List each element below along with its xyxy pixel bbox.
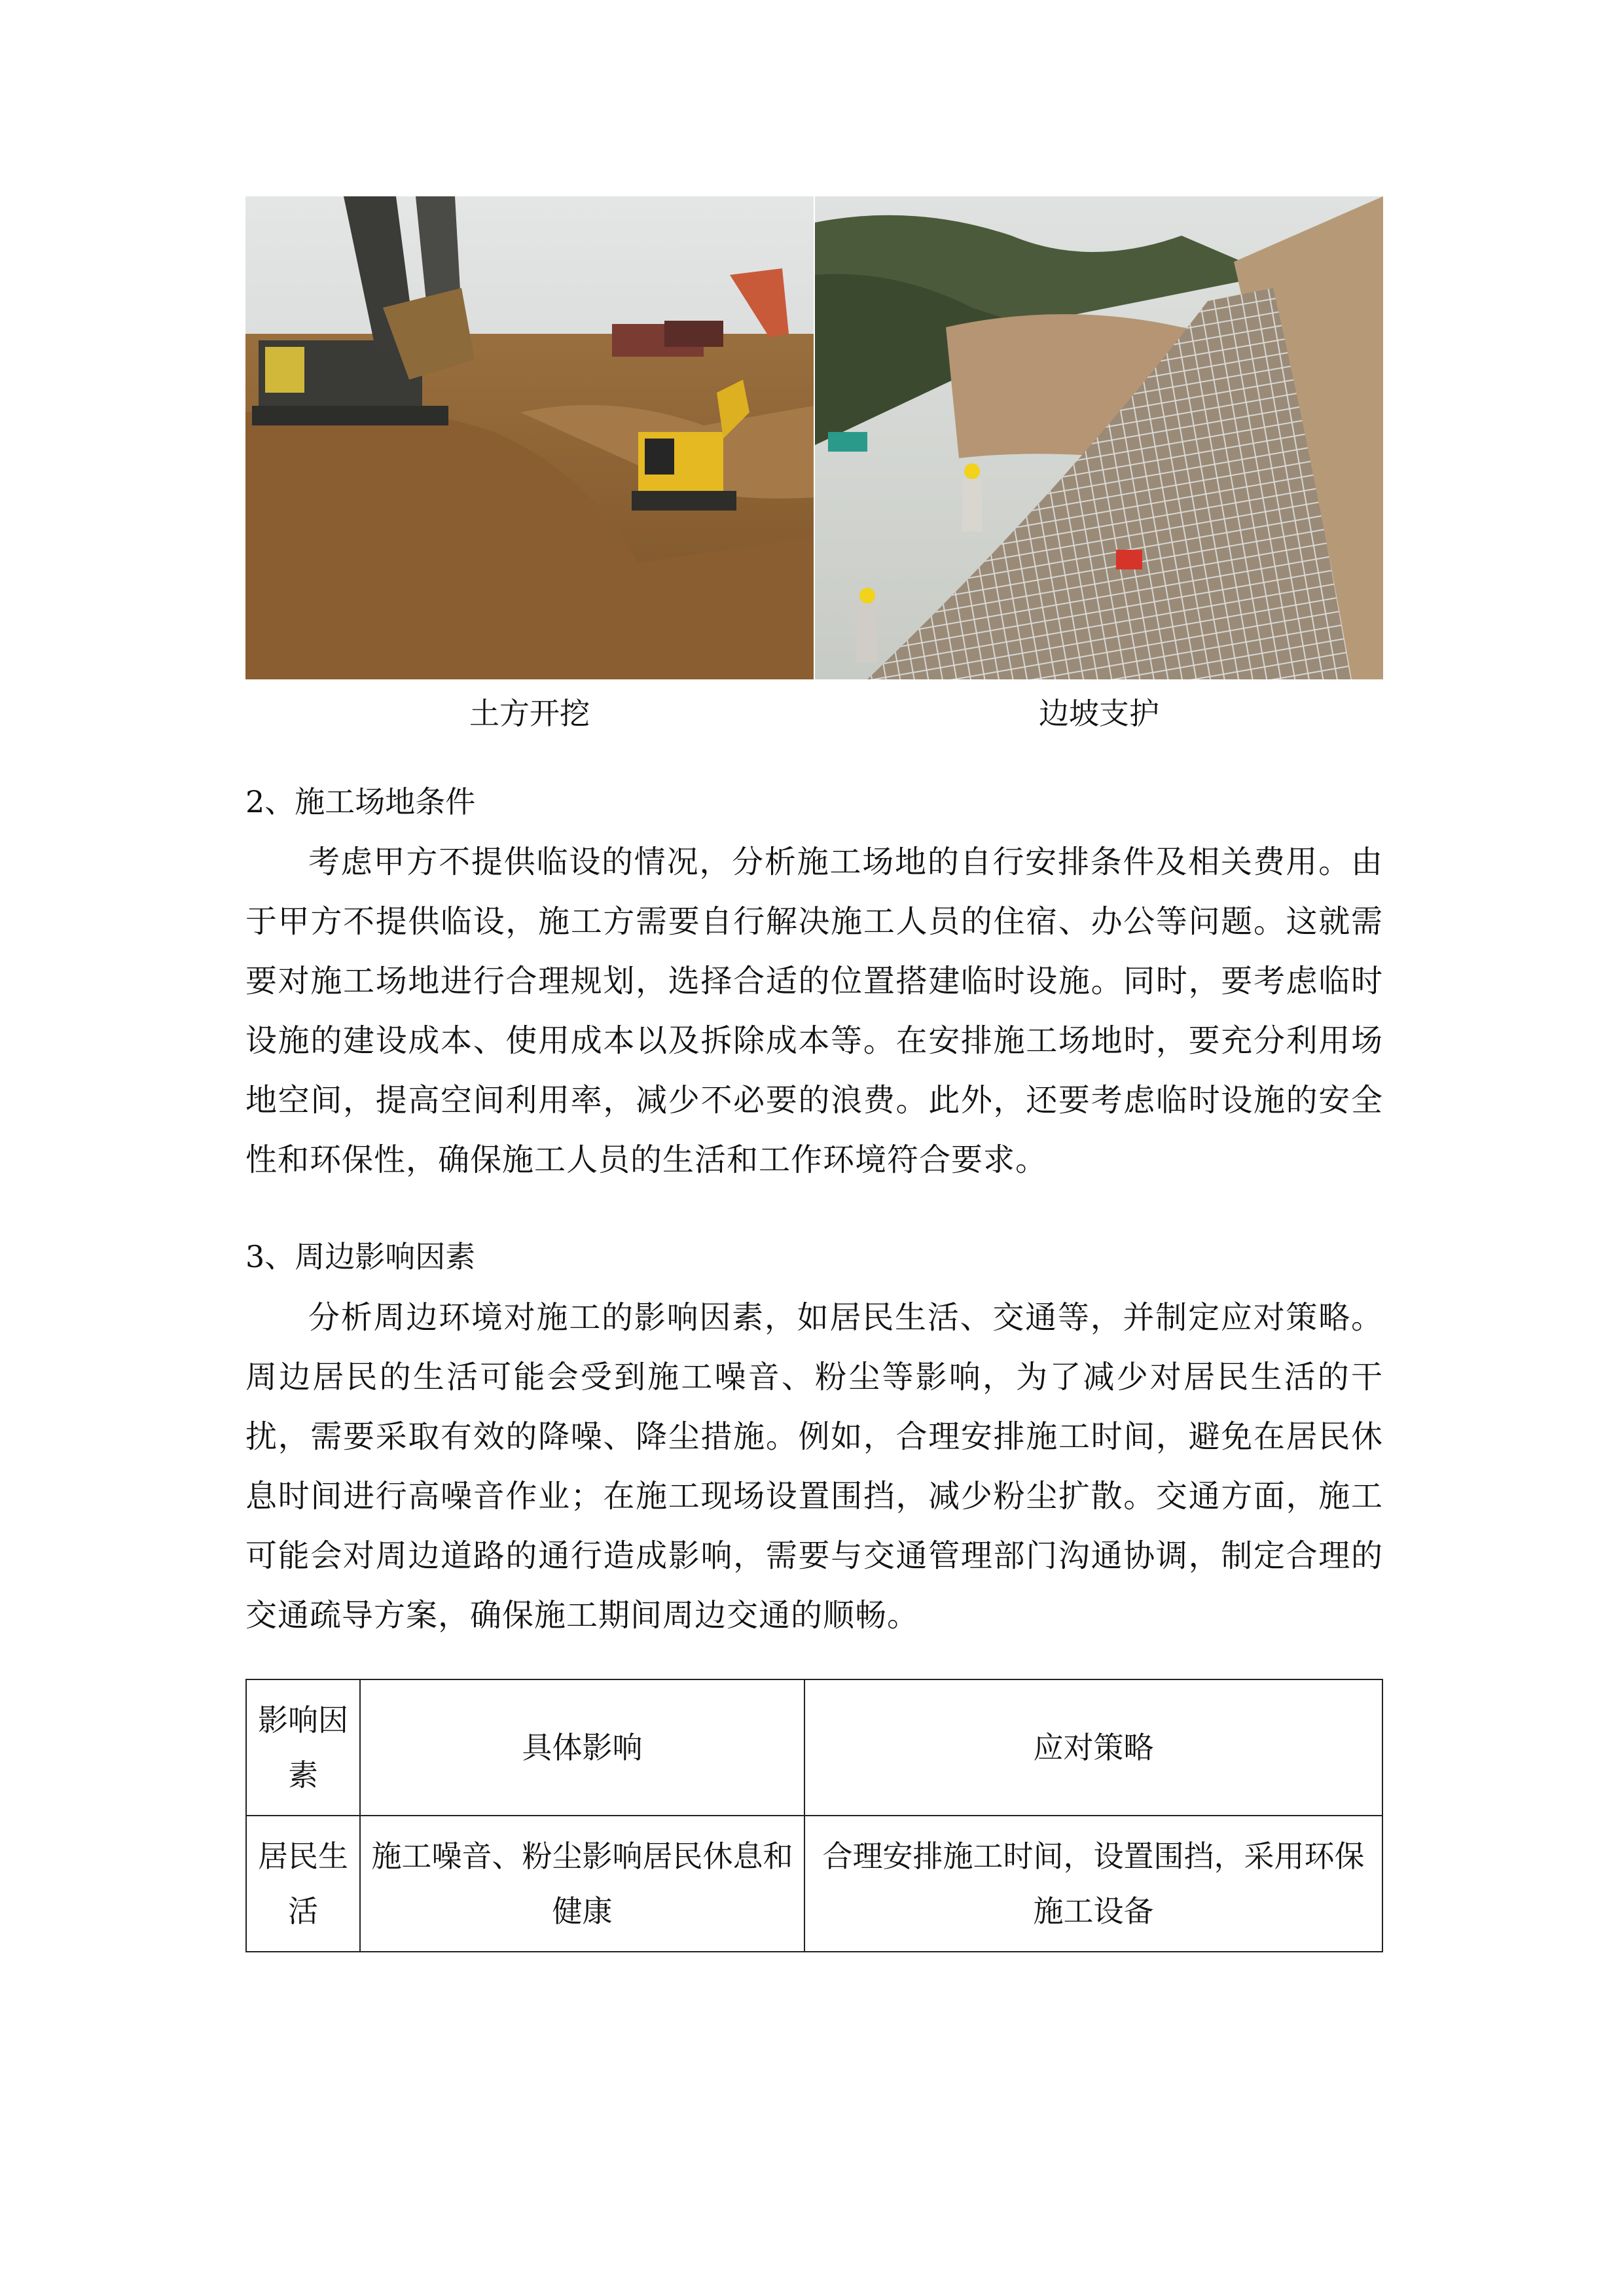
table-row (246, 1816, 1382, 1952)
header-factor: 影响因素 (246, 1679, 360, 1816)
impact-table (245, 1679, 1383, 1952)
slope-support-photo (815, 196, 1383, 679)
slope-support-caption: 边坡支护 (1039, 696, 1159, 731)
excavation-photo (245, 196, 814, 679)
header-strategy: 应对策略 (804, 1679, 1382, 1816)
header-impact: 具体影响 (360, 1679, 804, 1816)
excavation-caption: 土方开挖 (469, 696, 590, 731)
section-3-heading: 3、周边影响因素 (245, 1239, 476, 1274)
cell-impact: 施工噪音、粉尘影响居民休息和健康 (360, 1816, 804, 1952)
section-3-paragraph: 分析周边环境对施工的影响因素，如居民生活、交通等，并制定应对策略。周边居民的生活可能会受到施工噪音、粉尘等影响，为了减少对居民生活的干扰，需要采取有效的降噪、降尘措施。例如，合理安排施工时间，避免在居民休息时间进行高噪音作业；在施工现场设置围挡，减少粉尘扩散。交通方面，施工可能会对周边道路的通行造成影响，需要与交通管理部门沟通协调，制定合理的交通疏导方案，确保施工期间周边交通的顺畅。 (245, 1299, 1383, 1634)
section-2-paragraph: 考虑甲方不提供临设的情况，分析施工场地的自行安排条件及相关费用。由于甲方不提供临设，施工方需要自行解决施工人员的住宿、办公等问题。这就需要对施工场地进行合理规划，选择合适的位置搭建临时设施。同时，要考虑临时设施的建设成本、使用成本以及拆除成本等。在安排施工场地时，要充分利用场地空间，提高空间利用率，减少不必要的浪费。此外，还要考虑临时设施的安全性和环保性，确保施工人员的生活和工作环境符合要求。 (245, 844, 1383, 1178)
table-header-row (246, 1679, 1382, 1816)
cell-strategy: 合理安排施工时间，设置围挡，采用环保施工设备 (804, 1816, 1382, 1952)
section-2-heading: 2、施工场地条件 (245, 784, 476, 819)
cell-factor: 居民生活 (246, 1816, 360, 1952)
